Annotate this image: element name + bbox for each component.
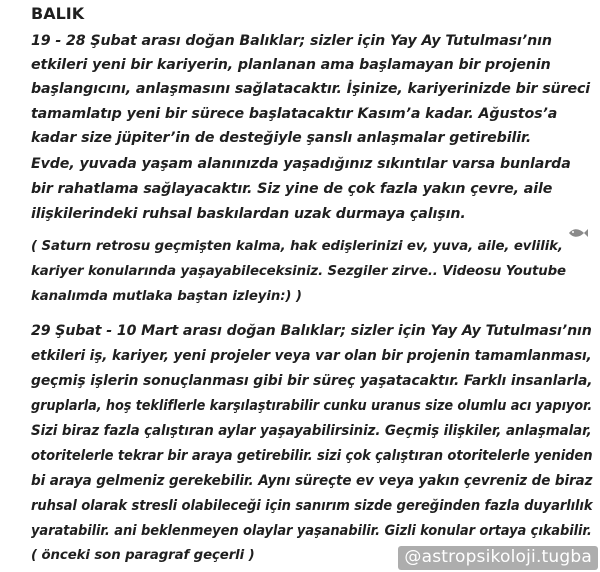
section1-line: 19 - 28 Şubat arası doğan Balıklar; sizler için Yay Ay Tutulması’nın (31, 33, 552, 49)
section2-line: otoritelerle tekrar bir araya getirebilir. sizi çok çalıştıran otoritelerle yeniden (31, 448, 593, 464)
section2-line: gruplarla, hoş tekliflerle karşılaştırabilir cunku uranus size olumlu acı yapıyor. (31, 398, 593, 414)
section1-note-line: ( Saturn retrosu geçmişten kalma, hak edişlerinizi ev, yuva, aile, evlilik, (31, 239, 563, 254)
section2-line: yaratabilir. ani beklenmeyen olaylar yaşanabilir. Gizli konular ortaya çıkabilir. (31, 523, 592, 539)
section1-line: tamamlatıp yeni bir sürece başlatacaktır Kasım’a kadar. Ağustos’a (31, 106, 558, 122)
section1-line: etkileri yeni bir kariyerin, planlanan ama başlamayan bir projenin (31, 57, 551, 73)
section2-line: bi araya gelmeniz gerekebilir. Aynı süreçte ev veya yakın çevreniz de biraz (31, 473, 593, 489)
section2-line: ruhsal olarak stresli olabileceği için sanırım sizde gereğinden fazla duyarlılık (31, 498, 593, 514)
section2-note: ( önceki son paragraf geçerli ) (31, 548, 255, 563)
watermark-handle: @astropsikoloji.tugba (398, 546, 598, 570)
section1-line: bir rahatlama sağlayacaktır. Siz yine de çok fazla yakın çevre, aile (31, 181, 553, 197)
section1-note-line: kariyer konularında yaşayabileceksiniz. Sezgiler zirve.. Videosu Youtube (31, 264, 566, 279)
section1-note-line: kanalımda mutlaka baştan izleyin:) ) (31, 289, 302, 304)
section2-line: 29 Şubat - 10 Mart arası doğan Balıklar; sizler için Yay Ay Tutulması’nın (31, 323, 592, 339)
document-title: BALIK (31, 4, 85, 23)
section1-line: ilişkilerindeki ruhsal baskılardan uzak durmaya çalışın. (31, 206, 466, 222)
section1-line: başlangıcını, anlaşmasını sağlatacaktır. İşinize, kariyerinizde bir süreci (31, 81, 591, 97)
fish-icon (566, 221, 590, 245)
section1-line: kadar size jüpiter’in de desteğiyle şanslı anlaşmalar getirebilir. (31, 130, 532, 146)
section2-line: Sizi biraz fazla çalıştıran aylar yaşayabilirsiniz. Geçmiş ilişkiler, anlaşmalar, (31, 423, 592, 439)
section2-line: etkileri iş, kariyer, yeni projeler veya var olan bir projenin tamamlanması, (31, 348, 592, 364)
section1-line: Evde, yuvada yaşam alanınızda yaşadığınız sıkıntılar varsa bunlarda (31, 156, 571, 172)
section2-line: geçmiş işlerin sonuçlanması gibi bir süreç yaşatacaktır. Farklı insanlarla, (31, 373, 593, 389)
